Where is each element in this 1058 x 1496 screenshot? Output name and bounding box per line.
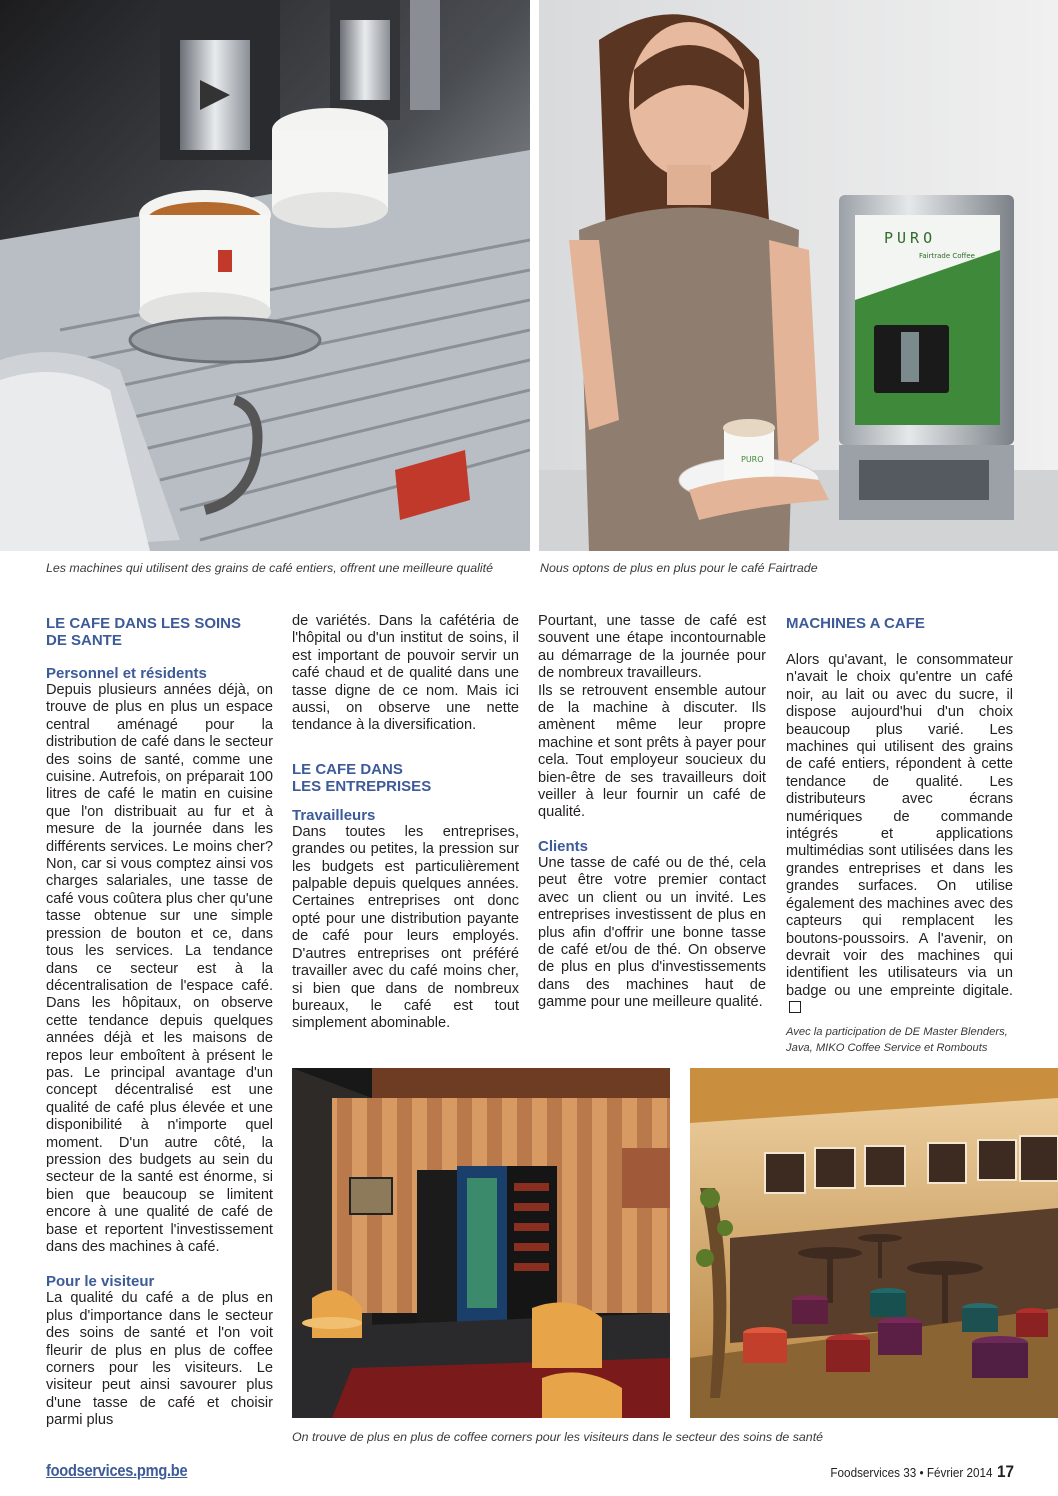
- column-4: [786, 615, 1013, 1056]
- bottom-photos-caption: On trouve de plus en plus de coffee corners pour les visiteurs dans le secteur des soins de santé: [292, 1430, 824, 1444]
- photo1-caption: Les machines qui utilisent des grains de café entiers, offrent une meilleure qualité: [46, 561, 494, 575]
- espresso-machine-photo: [0, 0, 530, 551]
- paragraph-machines: [786, 652, 1013, 1018]
- section-title-soins: [46, 615, 273, 649]
- section-title-soins-line1: LE CAFE DANS LES SOINS: [46, 615, 242, 632]
- footer-website-link[interactable]: foodservices.pmg.be: [46, 1461, 188, 1480]
- coffee-corner-vending-photo: [292, 1068, 670, 1418]
- footer-issue-text: Foodservices 33 • Février 2014: [830, 1465, 993, 1480]
- column-2: [292, 613, 519, 1033]
- paragraph-travailleurs: Dans toutes les entreprises, grandes ou petites, la pression sur les budgets est particulièrement palpable depuis quelques années. Certaines entreprises ont donc opté pour une distribution payante de café pour leurs employés. D'autres entreprises ont préféré travailler avec du café moins cher, si bien que dans de nombreux bureaux, le café est tout simplement abominable.: [292, 823, 519, 1032]
- footer-issue-info: [830, 1462, 1014, 1482]
- paragraph-pourtant: Pourtant, une tasse de café est souvent une étape incontournable au démarrage de la journée pour de nombreux travailleurs.: [538, 613, 766, 682]
- end-of-article-icon: [789, 1001, 801, 1013]
- woman-coffee-machine-photo: [539, 0, 1058, 551]
- column-1: [46, 615, 273, 1430]
- section-title-soins-line2: DE SANTE: [46, 632, 122, 649]
- paragraph-ensemble: Ils se retrouvent ensemble autour de la machine à discuter. Ils amènent même leur propre machine et sont prêts à payer pour cela. Tout employeur soucieux du bien-être de ses travailleurs doit veiller à leur fournir un café de qualité.: [538, 682, 766, 821]
- page-number: 17: [996, 1462, 1014, 1481]
- svg-text:PURO: PURO: [741, 455, 764, 464]
- subhead-personnel: Personnel et résidents: [46, 665, 207, 682]
- paragraph-clients: Une tasse de café ou de thé, cela peut être votre premier contact avec un client ou un invité. Les entreprises investissent de plus en plus afin d'offrir une bonne tasse de café et/ou de thé. On observe de plus en plus d'investissements dans des machines haut de gamme pour une meilleure qualité.: [538, 854, 766, 1011]
- paragraph-varietes: de variétés. Dans la cafétéria de l'hôpital ou d'un institut de soins, il est important de pouvoir servir un café chaud et de qualité dans une tasse digne de ce nom. Mais ici aussi, on observe une nette tendance à la diversification.: [292, 613, 519, 734]
- photo2-caption: Nous optons de plus en plus pour le café Fairtrade: [540, 561, 818, 575]
- machine-subbrand-text: Fairtrade Coffee: [919, 252, 975, 260]
- machine-brand-text: PURO: [884, 229, 937, 247]
- section-title-entreprises-line1: LE CAFE DANS: [292, 760, 403, 778]
- paragraph-personnel: Depuis plusieurs années déjà, on trouve de plus en plus un espace central aménagé pour la distribution de café dans le secteur des soins de santé, comme une cuisine. Autrefois, on préparait 100 litres de café le matin en cuisine que l'on distribuait au fur et à mesure de la journée dans les différents services. Le moins cher? Non, car si vous comptez ainsi vos charges salariales, une tasse de café vous coûtera plus cher qu'une tasse obtenue sur une simple pression de bouton et ce, dans tous les services. La tendance dans ce secteur est à la décentralisation de l'espace café. Dans les hôpitaux, on observe cette tendance depuis quelques années déjà et les maisons de repos leur emboîtent à présent le pas. Le principal avantage d'un concept décentralisé est une qualité de café plus élevée et une disponibilité à n'importe quel moment. D'un autre côté, la pression des budgets au sein du secteur de la santé est énorme, si bien que beaucoup se limitent encore à une qualité de café de base et reportent l'investissement dans des machines à café.: [46, 682, 273, 1255]
- subhead-travailleurs: Travailleurs: [292, 806, 376, 824]
- paragraph-visiteur: La qualité du café a de plus en plus d'importance dans le secteur des soins de santé et l'on voit fleurir de plus en plus de coffee corners pour les visiteurs. Le visiteur peut ainsi savourer plus d'une tasse de café et choisir parmi plus: [46, 1290, 273, 1429]
- paragraph-machines-text: Alors qu'avant, le consommateur n'avait le choix qu'entre un café noir, au lait ou avec du sucre, il dispose aujourd'hui d'un choix beaucoup plus varié. Les machines qui utilisent des grains de café entiers, répondent à cette tendance de qualité. Les distributeurs avec écrans numériques de commande intégrés et applications multimédias sont utilisées dans les grandes entreprises et dans les grandes surfaces. On utilise également des machines avec des capteurs qui remplacent les boutons-poussoirs. A l'avenir, on devrait voir des machines qui identifient les utilisateurs via un badge ou une empreinte digitale.: [786, 652, 1013, 999]
- credit-note: Avec la participation de DE Master Blenders, Java, MIKO Coffee Service et Rombouts: [786, 1025, 1008, 1054]
- subhead-clients: Clients: [538, 837, 589, 855]
- section-title-entreprises-line2: LES ENTREPRISES: [292, 777, 432, 795]
- subhead-visiteur: Pour le visiteur: [46, 1273, 155, 1291]
- section-title-entreprises: [292, 761, 519, 795]
- column-3: [538, 613, 766, 1012]
- section-title-machines: MACHINES A CAFE: [786, 615, 925, 632]
- cafeteria-stools-photo: [690, 1068, 1058, 1418]
